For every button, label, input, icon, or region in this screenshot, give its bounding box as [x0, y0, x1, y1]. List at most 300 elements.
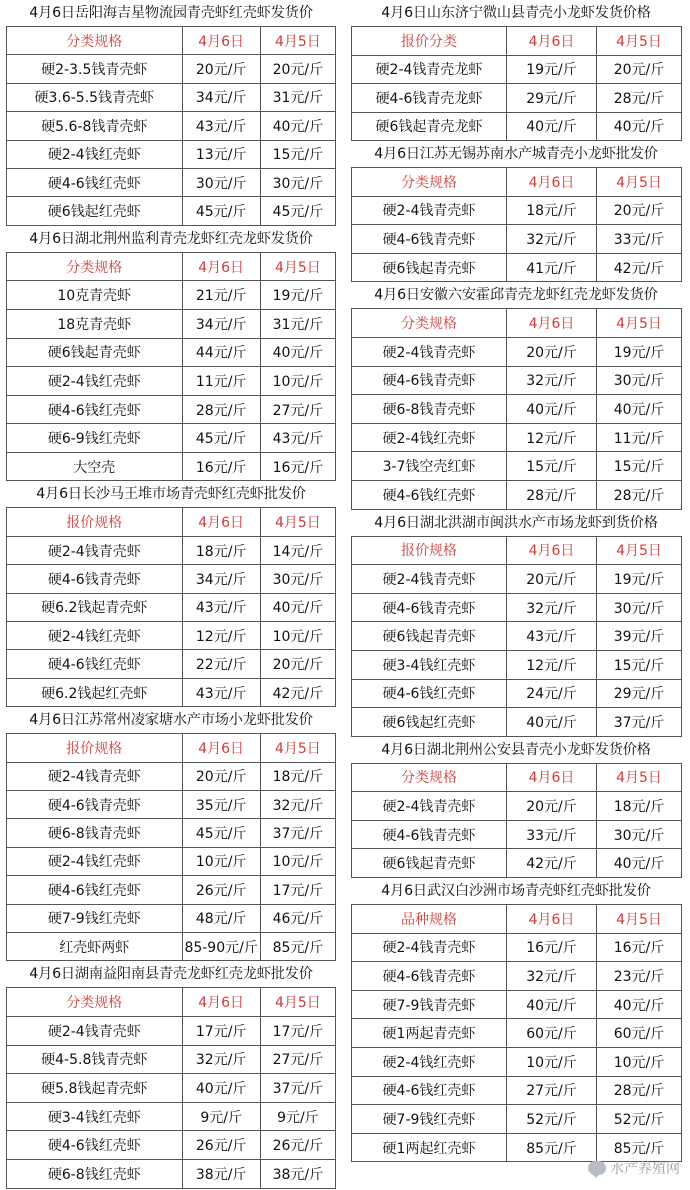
price-yesterday-cell: 19元/斤	[597, 565, 682, 594]
header-spec: 分类规格	[352, 168, 507, 197]
table-row	[7, 650, 336, 678]
table-row	[7, 904, 336, 932]
price-yesterday-cell: 23元/斤	[597, 962, 682, 991]
price-today-cell: 42元/斤	[507, 849, 597, 878]
table-row	[7, 1159, 336, 1188]
table-header-row	[7, 252, 336, 281]
table-header-row	[352, 309, 682, 338]
price-yesterday-cell: 30元/斤	[597, 593, 682, 622]
spec-cell: 硬2-4钱红壳虾	[7, 140, 183, 168]
price-yesterday-cell: 40元/斤	[597, 395, 682, 424]
price-today-cell: 26元/斤	[182, 876, 260, 904]
price-yesterday-cell: 29元/斤	[597, 679, 682, 708]
spec-cell: 硬6钱起青壳虾	[352, 253, 507, 282]
block-title: 4月6日山东济宁微山县青壳小龙虾发货价格	[381, 5, 651, 21]
table-row	[352, 849, 682, 878]
price-yesterday-cell: 33元/斤	[597, 225, 682, 254]
price-today-cell: 40元/斤	[182, 1074, 260, 1103]
price-table	[351, 536, 682, 737]
spec-cell: 硬6.2钱起红壳虾	[7, 678, 183, 706]
spec-cell: 硬7-9钱红壳虾	[7, 904, 183, 932]
table-row	[7, 819, 336, 847]
price-yesterday-cell: 37元/斤	[260, 1074, 335, 1103]
spec-cell: 硬2-4钱青壳虾	[352, 196, 507, 225]
price-block	[6, 481, 336, 707]
table-row	[352, 565, 682, 594]
price-today-cell: 12元/斤	[507, 423, 597, 452]
price-yesterday-cell: 18元/斤	[597, 792, 682, 821]
spec-cell: 硬4-6钱青壳虾	[352, 225, 507, 254]
table-row	[7, 876, 336, 904]
price-today-cell: 28元/斤	[182, 395, 260, 424]
price-yesterday-cell: 40元/斤	[260, 593, 335, 621]
table-row	[7, 762, 336, 790]
price-today-cell: 43元/斤	[507, 622, 597, 651]
header-yesterday: 4月5日	[597, 536, 682, 565]
left-column	[6, 0, 336, 1189]
price-block	[6, 226, 336, 482]
header-yesterday: 4月5日	[597, 763, 682, 792]
table-header-row	[352, 763, 682, 792]
table-row	[352, 337, 682, 366]
spec-cell: 硬6-9钱红壳虾	[7, 424, 183, 453]
spec-cell: 大空壳	[7, 452, 183, 481]
spec-cell: 硬4-6钱红壳虾	[7, 395, 183, 424]
price-today-cell: 40元/斤	[507, 112, 597, 141]
price-today-cell: 48元/斤	[182, 904, 260, 932]
table-row	[7, 168, 336, 196]
price-block	[351, 510, 681, 737]
spec-cell: 硬4-6钱青壳虾	[352, 962, 507, 991]
price-today-cell: 28元/斤	[507, 480, 597, 509]
price-yesterday-cell: 40元/斤	[597, 112, 682, 141]
price-yesterday-cell: 40元/斤	[597, 849, 682, 878]
price-yesterday-cell: 27元/斤	[260, 1045, 335, 1074]
price-today-cell: 10元/斤	[182, 847, 260, 875]
price-today-cell: 60元/斤	[507, 1019, 597, 1048]
spec-cell: 硬7-9钱青壳虾	[352, 990, 507, 1019]
table-row	[352, 622, 682, 651]
spec-cell: 硬6钱起红壳虾	[7, 197, 183, 225]
header-spec: 品种规格	[352, 905, 507, 934]
price-yesterday-cell: 30元/斤	[597, 820, 682, 849]
table-header-row	[7, 508, 336, 536]
header-yesterday: 4月5日	[597, 27, 682, 56]
header-spec: 报价规格	[7, 508, 183, 536]
price-yesterday-cell: 27元/斤	[260, 395, 335, 424]
price-yesterday-cell: 10元/斤	[260, 622, 335, 650]
block-title: 4月6日安徽六安霍邱青壳龙虾红壳龙虾发货价	[374, 287, 658, 304]
price-yesterday-cell: 16元/斤	[260, 452, 335, 481]
price-yesterday-cell: 20元/斤	[597, 196, 682, 225]
header-spec: 分类规格	[352, 309, 507, 338]
price-yesterday-cell: 42元/斤	[597, 253, 682, 282]
price-table	[6, 507, 336, 707]
price-yesterday-cell: 60元/斤	[597, 1019, 682, 1048]
header-spec: 分类规格	[352, 763, 507, 792]
table-row	[352, 480, 682, 509]
spec-cell: 硬2-4钱红壳虾	[7, 622, 183, 650]
table-row	[7, 791, 336, 819]
table-row	[7, 678, 336, 706]
spec-cell: 硬1两起红壳虾	[352, 1133, 507, 1162]
price-today-cell: 20元/斤	[507, 792, 597, 821]
block-title: 4月6日湖北荆州公安县青壳小龙虾发货价格	[381, 741, 651, 758]
spec-cell: 硬2-4钱红壳虾	[352, 1048, 507, 1077]
spec-cell: 硬6钱起青壳虾	[352, 622, 507, 651]
header-yesterday: 4月5日	[260, 508, 335, 536]
watermark-text: 水产养殖网	[610, 1161, 680, 1177]
table-row	[352, 679, 682, 708]
header-yesterday: 4月5日	[597, 168, 682, 197]
table-row	[352, 1076, 682, 1105]
price-table	[6, 987, 336, 1188]
price-block	[6, 961, 336, 1188]
spec-cell: 硬2-4钱青壳虾	[7, 1016, 183, 1045]
header-spec: 报价规格	[7, 734, 183, 762]
price-yesterday-cell: 38元/斤	[260, 1159, 335, 1188]
price-yesterday-cell: 19元/斤	[597, 337, 682, 366]
price-yesterday-cell: 37元/斤	[260, 819, 335, 847]
spec-cell: 硬2-4钱青壳虾	[352, 565, 507, 594]
price-yesterday-cell: 31元/斤	[260, 309, 335, 338]
spec-cell: 硬2-4钱红壳虾	[7, 847, 183, 875]
table-row	[7, 367, 336, 396]
price-today-cell: 45元/斤	[182, 819, 260, 847]
price-block	[351, 878, 681, 1162]
spec-cell: 硬4-6钱青壳龙虾	[352, 84, 507, 113]
price-block	[351, 737, 681, 878]
table-header-row	[352, 27, 682, 56]
header-today: 4月6日	[182, 508, 260, 536]
price-yesterday-cell: 20元/斤	[260, 55, 335, 83]
table-row	[352, 820, 682, 849]
price-today-cell: 33元/斤	[507, 820, 597, 849]
table-header-row	[7, 988, 336, 1017]
price-today-cell: 21元/斤	[182, 281, 260, 310]
price-today-cell: 18元/斤	[182, 536, 260, 564]
spec-cell: 硬4-6钱青壳虾	[7, 791, 183, 819]
header-today: 4月6日	[182, 252, 260, 281]
table-row	[352, 366, 682, 395]
header-today: 4月6日	[182, 27, 260, 55]
block-title: 4月6日长沙马王堆市场青壳虾红壳虾批发价	[36, 486, 306, 503]
spec-cell: 硬3-4钱红壳虾	[7, 1102, 183, 1131]
header-yesterday: 4月5日	[260, 734, 335, 762]
table-row	[7, 536, 336, 564]
header-today: 4月6日	[507, 763, 597, 792]
table-row	[7, 1074, 336, 1103]
header-yesterday: 4月5日	[260, 27, 335, 55]
price-today-cell: 12元/斤	[507, 650, 597, 679]
price-table	[351, 308, 682, 509]
spec-cell: 红壳虾两虾	[7, 932, 183, 960]
price-yesterday-cell: 40元/斤	[260, 338, 335, 367]
price-block	[351, 141, 681, 282]
spec-cell: 硬2-4钱青壳虾	[7, 536, 183, 564]
price-table	[6, 252, 336, 482]
spec-cell: 硬4-6钱青壳虾	[352, 820, 507, 849]
table-row	[7, 932, 336, 960]
table-row	[7, 112, 336, 140]
table-row	[7, 197, 336, 225]
spec-cell: 硬2-3.5钱青壳虾	[7, 55, 183, 83]
spec-cell: 硬4-6钱青壳虾	[7, 565, 183, 593]
spec-cell: 硬5.8钱起青壳虾	[7, 1074, 183, 1103]
table-row	[7, 55, 336, 83]
table-row	[7, 452, 336, 481]
price-table	[351, 904, 682, 1162]
price-block	[351, 282, 681, 509]
table-row	[352, 792, 682, 821]
header-yesterday: 4月5日	[597, 905, 682, 934]
table-header-row	[352, 905, 682, 934]
table-row	[7, 1045, 336, 1074]
table-row	[7, 281, 336, 310]
table-row	[7, 565, 336, 593]
price-today-cell: 27元/斤	[507, 1076, 597, 1105]
price-today-cell: 20元/斤	[507, 565, 597, 594]
spec-cell: 硬4-6钱红壳虾	[7, 1131, 183, 1160]
table-header-row	[7, 734, 336, 762]
price-today-cell: 22元/斤	[182, 650, 260, 678]
price-today-cell: 35元/斤	[182, 791, 260, 819]
table-row	[7, 309, 336, 338]
header-today: 4月6日	[182, 734, 260, 762]
price-today-cell: 32元/斤	[182, 1045, 260, 1074]
price-today-cell: 41元/斤	[507, 253, 597, 282]
block-title: 4月6日湖北洪湖市闽洪水产市场龙虾到货价格	[374, 514, 658, 531]
spec-cell: 3-7钱空壳红虾	[352, 452, 507, 481]
spec-cell: 硬1两起青壳虾	[352, 1019, 507, 1048]
price-today-cell: 45元/斤	[182, 424, 260, 453]
price-yesterday-cell: 85元/斤	[260, 932, 335, 960]
table-row	[352, 962, 682, 991]
spec-cell: 硬2-4钱青壳虾	[7, 762, 183, 790]
spec-cell: 硬7-9钱红壳虾	[352, 1105, 507, 1134]
price-yesterday-cell: 85元/斤	[597, 1133, 682, 1162]
price-today-cell: 9元/斤	[182, 1102, 260, 1131]
spec-cell: 硬6钱起青壳虾	[352, 849, 507, 878]
spec-cell: 硬4-6钱红壳虾	[7, 168, 183, 196]
price-today-cell: 34元/斤	[182, 565, 260, 593]
price-today-cell: 30元/斤	[182, 168, 260, 196]
price-today-cell: 32元/斤	[507, 962, 597, 991]
price-yesterday-cell: 10元/斤	[260, 367, 335, 396]
spec-cell: 硬2-4钱红壳虾	[352, 423, 507, 452]
price-yesterday-cell: 10元/斤	[260, 847, 335, 875]
chat-bubble-icon	[588, 1161, 606, 1175]
spec-cell: 18克青壳虾	[7, 309, 183, 338]
block-title: 4月6日湖北荆州监利青壳龙虾红壳龙虾发货价	[29, 230, 313, 247]
table-row	[352, 112, 682, 141]
table-row	[352, 225, 682, 254]
header-yesterday: 4月5日	[597, 309, 682, 338]
spec-cell: 硬6-8钱青壳虾	[7, 819, 183, 847]
table-row	[7, 338, 336, 367]
table-row	[352, 84, 682, 113]
spec-cell: 硬4-6钱红壳虾	[352, 679, 507, 708]
spec-cell: 硬6钱起青壳龙虾	[352, 112, 507, 141]
price-yesterday-cell: 14元/斤	[260, 536, 335, 564]
table-row	[7, 395, 336, 424]
watermark	[588, 1158, 680, 1178]
price-today-cell: 17元/斤	[182, 1016, 260, 1045]
block-title: 4月6日武汉白沙洲市场青壳虾红壳虾批发价	[381, 883, 651, 900]
table-row	[352, 1105, 682, 1134]
spec-cell: 硬5.6-8钱青壳虾	[7, 112, 183, 140]
spec-cell: 硬6.2钱起青壳虾	[7, 593, 183, 621]
price-today-cell: 18元/斤	[507, 196, 597, 225]
price-yesterday-cell: 42元/斤	[260, 678, 335, 706]
price-yesterday-cell: 26元/斤	[260, 1131, 335, 1160]
header-spec: 报价规格	[352, 536, 507, 565]
price-today-cell: 52元/斤	[507, 1105, 597, 1134]
spec-cell: 硬6钱起红壳虾	[352, 708, 507, 737]
table-header-row	[7, 27, 336, 55]
header-spec: 报价分类	[352, 27, 507, 56]
header-spec: 分类规格	[7, 252, 183, 281]
price-yesterday-cell: 45元/斤	[260, 197, 335, 225]
price-yesterday-cell: 37元/斤	[597, 708, 682, 737]
spec-cell: 硬4-6钱红壳虾	[352, 1076, 507, 1105]
price-yesterday-cell: 17元/斤	[260, 1016, 335, 1045]
spec-cell: 硬4-6钱红壳虾	[7, 650, 183, 678]
spec-cell: 硬4-6钱红壳虾	[7, 876, 183, 904]
price-yesterday-cell: 15元/斤	[260, 140, 335, 168]
price-today-cell: 44元/斤	[182, 338, 260, 367]
price-today-cell: 32元/斤	[507, 593, 597, 622]
table-row	[7, 847, 336, 875]
spec-cell: 硬4-6钱青壳虾	[352, 366, 507, 395]
header-today: 4月6日	[507, 536, 597, 565]
block-title: 4月6日湖南益阳南县青壳龙虾红壳龙虾批发价	[29, 966, 313, 983]
table-row	[7, 1016, 336, 1045]
spec-cell: 硬6钱起青壳虾	[7, 338, 183, 367]
header-yesterday: 4月5日	[260, 252, 335, 281]
price-yesterday-cell: 9元/斤	[260, 1102, 335, 1131]
price-today-cell: 12元/斤	[182, 622, 260, 650]
spec-cell: 硬6-8钱青壳虾	[352, 395, 507, 424]
price-yesterday-cell: 11元/斤	[597, 423, 682, 452]
price-yesterday-cell: 28元/斤	[597, 1076, 682, 1105]
block-title: 4月6日岳阳海吉星物流园青壳虾红壳虾发货价	[29, 5, 313, 21]
price-today-cell: 85-90元/斤	[182, 932, 260, 960]
price-today-cell: 29元/斤	[507, 84, 597, 113]
price-today-cell: 16元/斤	[182, 452, 260, 481]
price-yesterday-cell: 19元/斤	[260, 281, 335, 310]
price-yesterday-cell: 28元/斤	[597, 84, 682, 113]
spec-cell: 硬4-6钱青壳虾	[352, 593, 507, 622]
price-today-cell: 10元/斤	[507, 1048, 597, 1077]
table-row	[352, 1019, 682, 1048]
price-today-cell: 20元/斤	[182, 55, 260, 83]
price-today-cell: 15元/斤	[507, 452, 597, 481]
table-row	[352, 196, 682, 225]
price-today-cell: 85元/斤	[507, 1133, 597, 1162]
table-row	[7, 140, 336, 168]
spec-cell: 硬2-4钱青壳虾	[352, 933, 507, 962]
price-yesterday-cell: 20元/斤	[597, 55, 682, 84]
table-row	[352, 395, 682, 424]
spec-cell: 硬3-4钱红壳虾	[352, 650, 507, 679]
price-yesterday-cell: 16元/斤	[597, 933, 682, 962]
price-yesterday-cell: 43元/斤	[260, 424, 335, 453]
price-today-cell: 34元/斤	[182, 309, 260, 338]
price-table	[6, 733, 336, 961]
block-title: 4月6日江苏常州凌家塘水产市场小龙虾批发价	[29, 712, 313, 729]
price-today-cell: 38元/斤	[182, 1159, 260, 1188]
spec-cell: 硬3.6-5.5钱青壳虾	[7, 83, 183, 111]
price-today-cell: 40元/斤	[507, 708, 597, 737]
price-yesterday-cell: 30元/斤	[597, 366, 682, 395]
table-row	[352, 933, 682, 962]
table-header-row	[352, 168, 682, 197]
price-today-cell: 16元/斤	[507, 933, 597, 962]
price-block	[6, 707, 336, 961]
table-row	[352, 55, 682, 84]
price-yesterday-cell: 17元/斤	[260, 876, 335, 904]
table-row	[352, 990, 682, 1019]
price-yesterday-cell: 20元/斤	[260, 650, 335, 678]
header-today: 4月6日	[507, 27, 597, 56]
price-today-cell: 34元/斤	[182, 83, 260, 111]
spec-cell: 硬6-8钱红壳虾	[7, 1159, 183, 1188]
header-spec: 分类规格	[7, 988, 183, 1017]
price-block	[351, 0, 681, 141]
price-table	[6, 26, 336, 226]
table-row	[352, 593, 682, 622]
price-table	[351, 763, 682, 878]
price-yesterday-cell: 30元/斤	[260, 168, 335, 196]
price-today-cell: 43元/斤	[182, 593, 260, 621]
price-yesterday-cell: 28元/斤	[597, 480, 682, 509]
price-today-cell: 26元/斤	[182, 1131, 260, 1160]
price-yesterday-cell: 32元/斤	[260, 791, 335, 819]
price-yesterday-cell: 15元/斤	[597, 452, 682, 481]
table-row	[7, 1102, 336, 1131]
spec-cell: 硬4-5.8钱青壳虾	[7, 1045, 183, 1074]
table-header-row	[352, 536, 682, 565]
spec-cell: 硬2-4钱青壳虾	[352, 792, 507, 821]
price-today-cell: 11元/斤	[182, 367, 260, 396]
price-today-cell: 45元/斤	[182, 197, 260, 225]
spec-cell: 硬4-6钱红壳虾	[352, 480, 507, 509]
price-yesterday-cell: 31元/斤	[260, 83, 335, 111]
price-yesterday-cell: 10元/斤	[597, 1048, 682, 1077]
price-yesterday-cell: 40元/斤	[260, 112, 335, 140]
price-today-cell: 40元/斤	[507, 990, 597, 1019]
table-row	[7, 622, 336, 650]
price-yesterday-cell: 15元/斤	[597, 650, 682, 679]
price-today-cell: 20元/斤	[182, 762, 260, 790]
table-row	[352, 253, 682, 282]
price-today-cell: 19元/斤	[507, 55, 597, 84]
table-row	[7, 1131, 336, 1160]
price-table	[351, 26, 682, 141]
table-row	[7, 424, 336, 453]
price-yesterday-cell: 30元/斤	[260, 565, 335, 593]
spec-cell: 硬2-4钱青壳龙虾	[352, 55, 507, 84]
price-today-cell: 40元/斤	[507, 395, 597, 424]
header-today: 4月6日	[507, 905, 597, 934]
price-table	[351, 167, 682, 282]
spec-cell: 硬2-4钱青壳虾	[352, 337, 507, 366]
price-yesterday-cell: 40元/斤	[597, 990, 682, 1019]
header-today: 4月6日	[182, 988, 260, 1017]
table-row	[352, 452, 682, 481]
price-today-cell: 24元/斤	[507, 679, 597, 708]
